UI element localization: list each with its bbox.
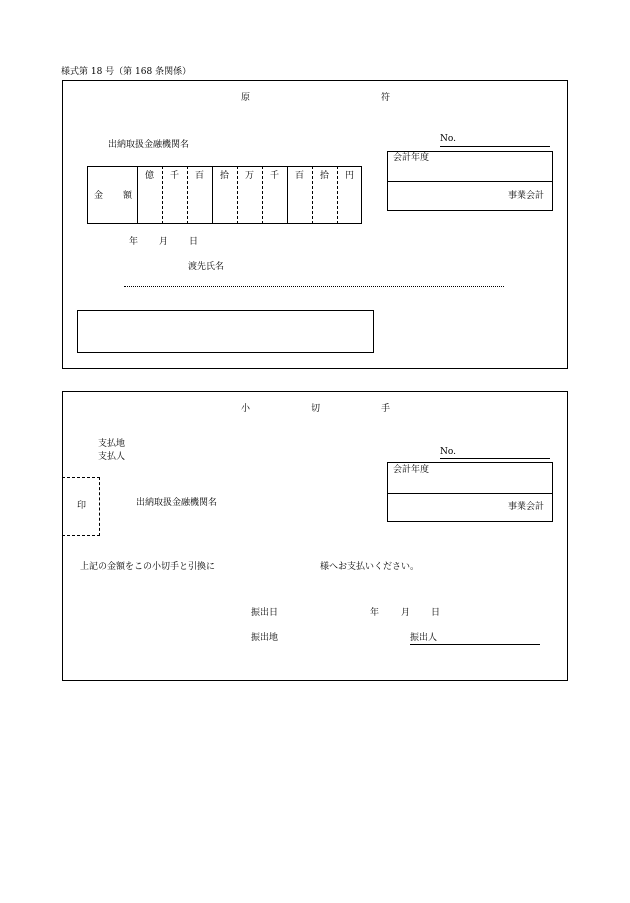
payment-place-label: 支払地 [98,439,126,449]
digit-sep-7 [312,166,313,224]
check-institution-label: 出納取扱金融機関名 [136,498,218,508]
stub-institution-label: 出納取扱金融機関名 [108,140,190,150]
digit-header-oku: 億 [145,171,155,181]
seal-label: 印 [77,501,87,511]
digit-sep-3 [212,166,213,224]
stub-recipient-label: 渡先氏名 [188,262,225,272]
stub-date-day: 日 [189,237,199,247]
stub-no-label: No. [440,134,456,144]
stub-recipient-line [124,286,504,287]
check-date-month: 月 [401,608,411,618]
check-fiscal-year-label: 会計年度 [393,465,430,475]
amount-label-divider [137,166,138,224]
form-number-label: 様式第 18 号（第 168 条関係） [61,67,192,77]
digit-header-sen-1: 千 [170,171,180,181]
digit-header-juu-2: 拾 [320,171,330,181]
check-title-char-3: 手 [381,404,391,414]
digit-header-man: 万 [245,171,255,181]
digit-header-hyaku-2: 百 [295,171,305,181]
amount-label-char-1: 金 [94,191,104,201]
issue-place-label: 振出地 [251,633,279,643]
digit-sep-2 [187,166,188,224]
digit-sep-8 [337,166,338,224]
digit-header-sen-2: 千 [270,171,280,181]
check-no-label: No. [440,447,456,457]
issuer-label: 振出人 [410,633,438,643]
stub-no-underline [440,146,550,147]
amount-label-char-2: 額 [123,191,133,201]
stub-date-month: 月 [159,237,169,247]
check-fiscal-divider [387,493,553,494]
digit-header-hyaku-1: 百 [195,171,205,181]
check-business-account-label: 事業会計 [508,502,545,512]
stub-title-char-1: 原 [241,93,251,103]
stub-title-char-2: 符 [381,93,391,103]
stub-fiscal-year-label: 会計年度 [393,153,430,163]
stub-memo-box [77,310,374,353]
payer-label: 支払人 [98,452,126,462]
check-title-char-2: 切 [311,404,321,414]
digit-header-yen: 円 [345,171,355,181]
digit-sep-4 [237,166,238,224]
instruction-suffix: 様へお支払いください。 [320,562,420,572]
check-frame [62,391,568,681]
digit-sep-6 [287,166,288,224]
check-title-char-1: 小 [241,404,251,414]
issuer-underline [410,644,540,645]
check-date-day: 日 [431,608,441,618]
digit-sep-5 [262,166,263,224]
stub-date-year: 年 [129,237,139,247]
check-no-underline [440,458,550,459]
stub-fiscal-divider [387,181,553,182]
instruction-prefix: 上記の金額をこの小切手と引換に [80,562,216,572]
digit-sep-1 [162,166,163,224]
stub-business-account-label: 事業会計 [508,191,545,201]
issue-date-label: 振出日 [251,608,279,618]
digit-header-juu-1: 拾 [220,171,230,181]
check-date-year: 年 [370,608,380,618]
